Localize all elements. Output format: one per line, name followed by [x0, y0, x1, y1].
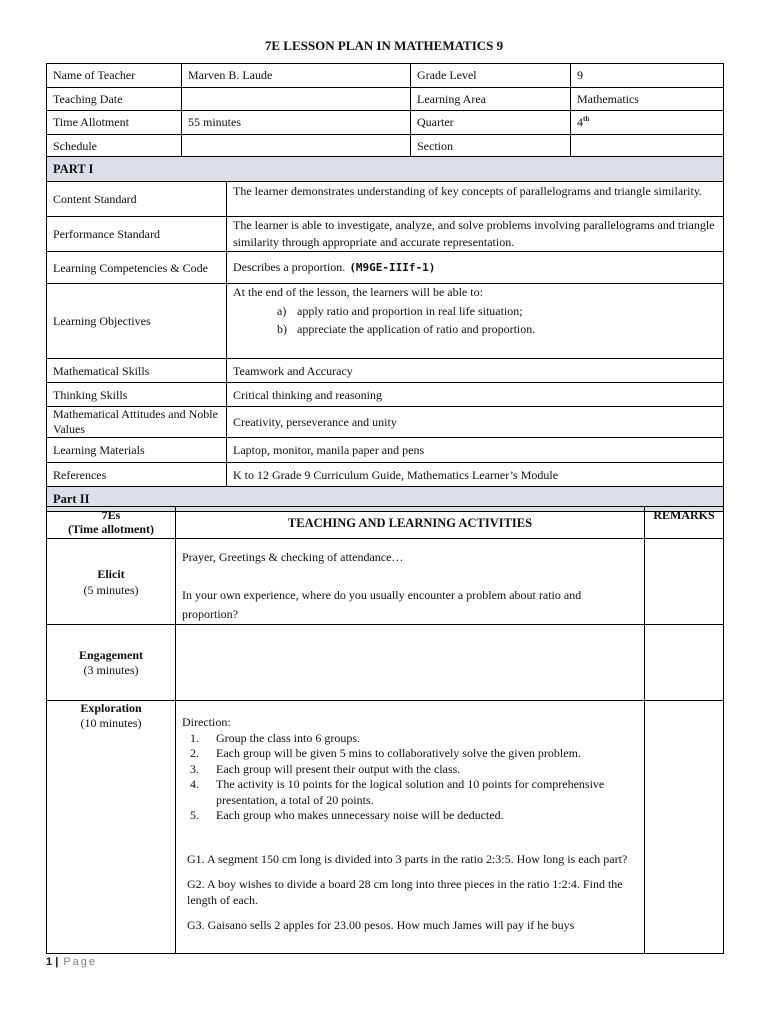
exploration-cell [47, 701, 176, 954]
activities-header-row [47, 507, 724, 539]
math-skills-value: Teamwork and Accuracy [227, 359, 724, 383]
section-value [571, 134, 724, 158]
list-item [190, 777, 638, 808]
page-number: 1 [46, 956, 53, 968]
direction-number: 3. [190, 761, 199, 776]
performance-standard-label: Performance Standard [47, 217, 227, 252]
competencies-value [227, 252, 724, 284]
direction-text: The activity is 10 points for the logical solution and 10 points for comprehensive presentation, a total of 20 points. [216, 777, 605, 807]
part1-heading: PART I [47, 157, 724, 182]
grade-value: 9 [571, 64, 724, 88]
table-row [47, 182, 724, 217]
col-remarks-header: REMARKS [645, 507, 724, 539]
competencies-text: Describes a proportion. [233, 260, 346, 274]
thinking-skills-label: Thinking Skills [47, 383, 227, 407]
area-value: Mathematics [571, 87, 724, 111]
objective-text: appreciate the application of ratio and proportion. [297, 322, 536, 336]
part1-table [46, 156, 724, 512]
exploration-title: Exploration [80, 701, 142, 715]
teacher-label: Name of Teacher [47, 64, 182, 88]
table-row [47, 539, 724, 625]
table-row [47, 625, 724, 701]
engagement-time: (3 minutes) [83, 662, 139, 677]
table-row [47, 407, 724, 438]
content-standard-label: Content Standard [47, 182, 227, 217]
direction-text: Group the class into 6 groups. [216, 730, 360, 745]
competency-code: (M9GE-IIIf-1) [349, 261, 436, 274]
objectives-label: Learning Objectives [47, 284, 227, 359]
page-word: Page [63, 956, 98, 968]
competencies-label: Learning Competencies & Code [47, 252, 227, 284]
col-time-title: (Time allotment) [67, 522, 155, 536]
footer-separator: | [55, 956, 59, 968]
direction-text: Each group who makes unnecessary noise will be deducted. [216, 808, 504, 822]
table-row [47, 284, 724, 359]
table-row [47, 252, 724, 284]
list-item [190, 731, 638, 747]
engagement-remarks [645, 625, 724, 701]
problem-g2: G2. A boy wishes to divide a board 28 cm long into three pieces in the ratio 1:2:4. Find the length of each. [187, 877, 623, 907]
part2-heading: Part II [47, 487, 724, 512]
col-7es-title: 7Es [101, 508, 121, 522]
schedule-value [182, 134, 411, 158]
direction-number: 2. [190, 746, 199, 760]
engagement-title: Engagement [79, 647, 143, 662]
table-row [47, 217, 724, 252]
materials-value: Laptop, monitor, manila paper and pens [227, 438, 724, 463]
exploration-remarks [645, 701, 724, 954]
thinking-skills-value: Critical thinking and reasoning [227, 383, 724, 407]
direction-text: Each group will be given 5 mins to collaboratively solve the given problem. [216, 746, 581, 760]
objectives-cell [227, 284, 724, 359]
col-7es-header [47, 507, 176, 539]
objective-text: apply ratio and proportion in real life situation; [297, 304, 523, 318]
engagement-activities [176, 625, 645, 701]
page-footer [46, 956, 97, 968]
time-label: Time Allotment [47, 111, 182, 135]
schedule-label: Schedule [47, 134, 182, 158]
date-value [182, 87, 411, 111]
attitudes-value: Creativity, perseverance and unity [227, 407, 724, 438]
area-label: Learning Area [411, 87, 571, 111]
table-row [47, 463, 724, 487]
performance-standard-value: The learner is able to investigate, analyze, and solve problems involving parallelograms and triangle similarity through appropriate and accurate representation. [227, 217, 724, 252]
table-row [47, 438, 724, 463]
activities-table [46, 506, 724, 954]
direction-text: Each group will present their output with the class. [216, 761, 461, 776]
list-item [277, 302, 717, 320]
quarter-label: Quarter [411, 111, 571, 135]
elicit-cell [47, 539, 176, 625]
exploration-time: (10 minutes) [80, 716, 142, 730]
elicit-line-1: Prayer, Greetings & checking of attendance… [182, 550, 404, 564]
problem-g3: G3. Gaisano sells 2 apples for 23.00 pesos. How much James will pay if he buys [187, 918, 575, 932]
objectives-intro: At the end of the lesson, the learners will be able to: [233, 285, 483, 299]
references-value: K to 12 Grade 9 Curriculum Guide, Mathematics Learner’s Module [227, 463, 724, 487]
references-label: References [47, 463, 227, 487]
exploration-activities [176, 701, 645, 954]
objectives-list [277, 302, 717, 338]
quarter-number: 4 [577, 115, 583, 130]
page-title: 7E LESSON PLAN IN MATHEMATICS 9 [264, 38, 504, 53]
materials-label: Learning Materials [47, 438, 227, 463]
math-skills-label: Mathematical Skills [47, 359, 227, 383]
quarter-suffix: th [583, 115, 590, 124]
grade-label: Grade Level [411, 64, 571, 88]
elicit-activities [176, 539, 645, 625]
table-row [47, 64, 724, 88]
problem-g1: G1. A segment 150 cm long is divided into 3 parts in the ratio 2:3:5. How long is each part? [187, 851, 628, 866]
header-info-table [46, 63, 724, 158]
quarter-value [571, 111, 724, 135]
directions-list [190, 731, 638, 824]
objective-letter: a) [277, 304, 287, 318]
teacher-value: Marven B. Laude [182, 64, 411, 88]
direction-number: 1. [190, 730, 199, 745]
table-row [47, 87, 724, 111]
table-row [47, 134, 724, 158]
list-item [190, 762, 638, 778]
time-value: 55 minutes [182, 111, 411, 135]
direction-label: Direction: [182, 715, 231, 729]
direction-number: 4. [190, 777, 199, 791]
content-standard-value: The learner demonstrates understanding of key concepts of parallelograms and triangle similarity. [227, 182, 724, 217]
col-activities-header: TEACHING AND LEARNING ACTIVITIES [176, 507, 645, 539]
table-row [47, 111, 724, 135]
table-row [47, 701, 724, 954]
attitudes-label: Mathematical Attitudes and Noble Values [47, 407, 227, 438]
elicit-time: (5 minutes) [83, 582, 139, 597]
engagement-cell [47, 625, 176, 701]
list-item [277, 320, 717, 338]
date-label: Teaching Date [47, 87, 182, 111]
table-row [47, 383, 724, 407]
elicit-line-2: In your own experience, where do you usually encounter a problem about ratio and proportion? [182, 588, 582, 621]
list-item [190, 808, 638, 824]
part1-heading-row [47, 157, 724, 182]
list-item [190, 746, 638, 762]
objective-letter: b) [277, 322, 287, 336]
elicit-remarks [645, 539, 724, 625]
direction-number: 5. [190, 808, 199, 822]
section-label: Section [411, 134, 571, 158]
elicit-title: Elicit [97, 566, 125, 581]
table-row [47, 359, 724, 383]
